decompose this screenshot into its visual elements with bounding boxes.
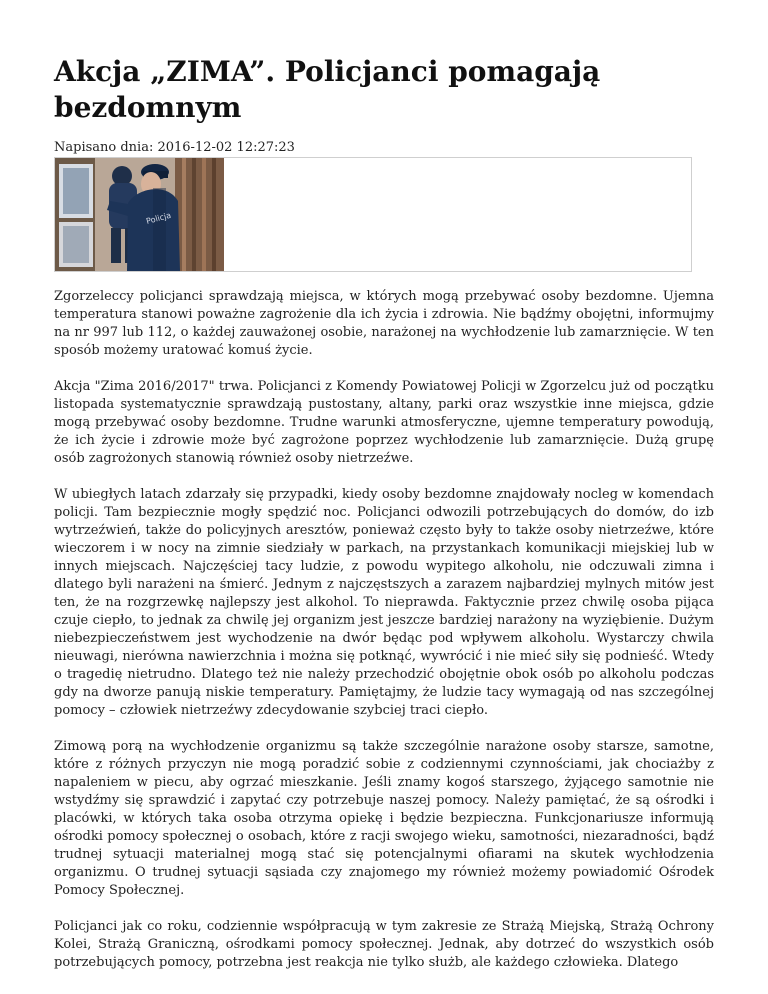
article-paragraph: W ubiegłych latach zdarzały się przypadki, kiedy osoby bezdomne znajdowały nocleg w komendach policji. Tam bezpiecznie mogły spędzić noc. Policjanci odwozili potrzebujących do domów, do izb wytrzeźwień, także do policyjnych aresztów, ponieważ często były to także osoby nietrzeźwe, które wieczorem i w nocy na zimnie siedziały w parkach, na przystankach komunikacji miejskiej lub w innych miejscach. Najczęściej tacy ludzie, z powodu wypitego alkoholu, nie odczuwali zimna i dlatego byli narażeni na śmierć. Jednym z najczęstszych a zarazem najbardziej mylnych mitów jest ten, że na rozgrzewkę najlepszy jest alkohol. To nieprawda. Faktycznie przez chwilę osoba pijąca czuje ciepło, to jednak za chwilę jej organizm jest jeszcze bardziej narażony na wyziębienie. Dużym niebezpieczeństwem jest wychodzenie na dwór będąc pod wpływem alkoholu. Wystarczy chwila nieuwagi, nierówna nawierzchnia i można się potknąć, wywrócić i nie mieć siły się podnieść. Wtedy o tragedię nietrudno. Dlatego też nie należy przechodzić obojętnie obok osób po alkoholu podczas gdy na dworze panują niskie temperatury. Pamiętajmy, że ludzie tacy wymagają od nas szczególnej pomocy – człowiek nietrzeźwy zdecydowanie szybciej traci ciepło. (54, 487, 714, 718)
article-paragraph: Zimową porą na wychłodzenie organizmu są także szczególnie narażone osoby starsze, samotne, które z różnych przyczyn nie mogą poradzić sobie z codziennymi czynnościami, jak chociażby z napaleniem w piecu, aby ogrzać mieszkanie. Jeśli znamy kogoś starszego, żyjącego samotnie nie wstydźmy się sprawdzić i zapytać czy potrzebuje naszej pomocy. Należy pamiętać, że są ośrodki i placówki, w których taka osoba otrzyma opiekę i będzie bezpieczna. Funkcjonariusze informują ośrodki pomocy społecznej o osobach, które z racji swojego wieku, samotności, niezaradności, bądź trudnej sytuacji materialnej mogą stać się potencjalnymi ofiarami na skutek wychłodzenia organizmu. O trudnej sytuacji sąsiada czy znajomego my również możemy powiadomić Ośrodek Pomocy Społecznej. (54, 739, 714, 898)
article-body (54, 288, 714, 990)
publish-date: Napisano dnia: 2016-12-02 12:27:23 (54, 140, 295, 155)
article-paragraph: Policjanci jak co roku, codziennie współpracują w tym zakresie ze Strażą Miejską, Strażą Ochrony Kolei, Strażą Graniczną, ośrodkami pomocy społecznej. Jednak, aby dotrzeć do wszystkich osób potrzebujących pomocy, potrzebna jest reakcja nie tylko służb, ale każdego człowieka. Dlatego (54, 919, 714, 970)
article-paragraph: Akcja "Zima 2016/2017" trwa. Policjanci z Komendy Powiatowej Policji w Zgorzelcu już od początku listopada systematycznie sprawdzają pustostany, altany, parki oraz wszystkie inne miejsca, gdzie mogą przebywać osoby bezdomne. Trudne warunki atmosferyczne, ujemne temperatury powodują, że ich życie i zdrowie może być zagrożone poprzez wychłodzenie lub zamarznięcie. Dużą grupę osób zagrożonych stanowią również osoby nietrzeźwe. (54, 379, 714, 466)
photo-frame (54, 157, 692, 272)
article-title: Akcja „ZIMA”. Policjanci pomagają bezdomnym (54, 55, 601, 124)
article-paragraph: Zgorzeleccy policjanci sprawdzają miejsca, w których mogą przebywać osoby bezdomne. Ujemna temperatura stanowi poważne zagrożenie dla ich życia i zdrowia. Nie bądźmy obojętni, informujmy na nr 997 lub 112, o każdej zauważonej osobie, narażonej na wychłodzenie lub zamarznięcie. W ten sposób możemy uratować komuś życie. (54, 289, 714, 358)
police-jacket-text: Policja (145, 210, 173, 226)
article-photo (55, 158, 224, 271)
